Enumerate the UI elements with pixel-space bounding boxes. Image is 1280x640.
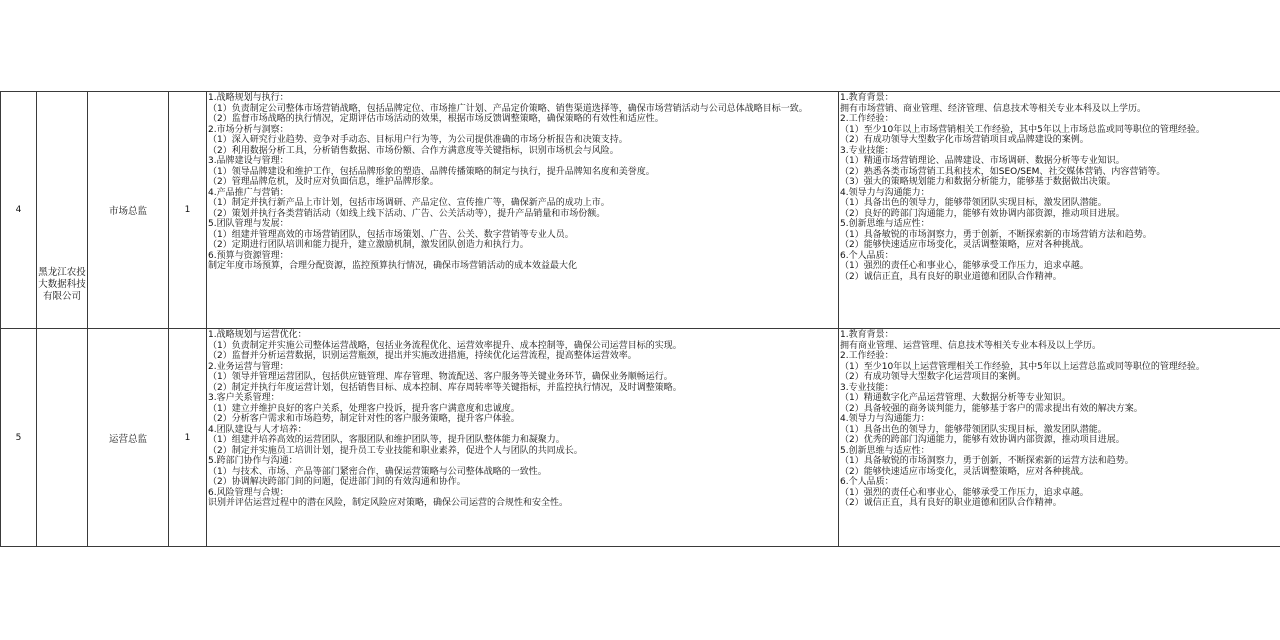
duties-text: 1.战略规划与执行： （1）负责制定公司整体市场营销战略，包括品牌定位、市场推广计划、产品定价策略、销售渠道选择等，确保市场营销活动与公司总体战略目标一致。 （2）监督市场战略的执行情况，定期评估市场活动的效果，根据市场反馈调整策略，确保策略的有效性和适应性。 2.市场分析与洞察： （1）深入研究行业趋势、竞争对手动态、目标用户行为等，为公司提供准确的市场分析报告和决策支持。 （2）利用数据分析工具，分析销售数据、市场份额、合作方满意度等关键指标，识别市场机会与风险。 3.品牌建设与管理： （1）领导品牌建设和维护工作，包括品牌形象的塑造、品牌传播策略的制定与执行，提升品牌知名度和美誉度。 （2）管理品牌危机，及时应对负面信息，维护品牌形象。 4.产品推广与营销： （1）制定并执行新产品上市计划，包括市场调研、产品定位、宣传推广等，确保新产品的成功上市。 （2）策划并执行各类营销活动（如线上线下活动、广告、公关活动等），提升产品销量和市场份额。 5.团队管理与发展： （1）组建并管理高效的市场营销团队，包括市场策划、广告、公关、数字营销等专业人员。 （2）定期进行团队培训和能力提升，建立激励机制，激发团队创造力和执行力。 6.预算与资源管理： 制定年度市场预算，合理分配资源，监控预算执行情况，确保市场营销活动的成本效益最大化 <box>208 93 808 271</box>
headcount-cell: 1 <box>169 92 207 329</box>
requirements-text: 1.教育背景： 拥有商业管理、运营管理、信息技术等相关专业本科及以上学历。 2.工作经验： （1）至少10年以上运营管理相关工作经验，其中5年以上运营总监或同等职位的管理经验。 （2）有成功领导大型数字化运营项目的案例。 3.专业技能： （1）精通数字化产品运营管理、大数据分析等专业知识。 （2）具备较强的商务谈判能力，能够基于客户的需求提出有效的解决方案。 4.领导力与沟通能力： （1）具备出色的领导力，能够带领团队实现目标，激发团队潜能。 （2）优秀的跨部门沟通能力，能够有效协调内部资源，推动项目进展。 5.创新思维与适应性： （1）具备敏锐的市场洞察力，勇于创新，不断探索新的运营方法和趋势。 （2）能够快速适应市场变化，灵活调整策略，应对各种挑战。 6.个人品质： （1）强烈的责任心和事业心，能够承受工作压力，追求卓越。 （2）诚信正直，具有良好的职业道德和团队合作精神。 <box>840 330 1205 508</box>
company-name: 黑龙江农投大数据科技有限公司 <box>38 267 86 302</box>
table-row <box>1 329 1280 547</box>
requirements-text: 1.教育背景： 拥有市场营销、商业管理、经济管理、信息技术等相关专业本科及以上学历。 2.工作经验： （1）至少10年以上市场营销相关工作经验，其中5年以上市场总监或同等职位的管理经验。 （2）有成功领导大型数字化市场营销项目或品牌建设的案例。 3.专业技能： （1）精通市场营销理论、品牌建设、市场调研、数据分析等专业知识。 （2）熟悉各类市场营销工具和技术，如SEO/SEM、社交媒体营销、内容营销等。 （3）强大的策略规划能力和数据分析能力，能够基于数据做出决策。 4.领导力与沟通能力： （1）具备出色的领导力，能够带领团队实现目标，激发团队潜能。 （2）良好的跨部门沟通能力，能够有效协调内部资源，推动项目进展。 5.创新思维与适应性： （1）具备敏锐的市场洞察力，勇于创新，不断探索新的市场营销方法和趋势。 （2）能够快速适应市场变化，灵活调整策略，应对各种挑战。 6.个人品质： （1）强烈的责任心和事业心，能够承受工作压力，追求卓越。 （2）诚信正直，具有良好的职业道德和团队合作精神。 <box>840 93 1205 282</box>
position-cell: 运营总监 <box>88 329 169 547</box>
table-row <box>1 92 1280 329</box>
requirements-cell <box>839 92 1280 329</box>
duties-cell <box>207 329 839 547</box>
job-table <box>0 91 1280 547</box>
requirements-cell <box>839 329 1280 547</box>
company-cell-empty <box>37 329 88 547</box>
headcount-cell: 1 <box>169 329 207 547</box>
row-number: 4 <box>1 92 37 329</box>
company-cell <box>37 92 88 329</box>
row-number: 5 <box>1 329 37 547</box>
duties-cell <box>207 92 839 329</box>
duties-text: 1.战略规划与运营优化： （1）负责制定并实施公司整体运营战略，包括业务流程优化、运营效率提升、成本控制等，确保公司运营目标的实现。 （2）监督并分析运营数据，识别运营瓶颈，提出并实施改进措施，持续优化运营流程，提高整体运营效率。 2.业务运营与管理： （1）领导并管理运营团队，包括供应链管理、库存管理、物流配送、客户服务等关键业务环节，确保业务顺畅运行。 （2）制定并执行年度运营计划，包括销售目标、成本控制、库存周转率等关键指标，并监控执行情况，及时调整策略。 3.客户关系管理： （1）建立并维护良好的客户关系，处理客户投诉，提升客户满意度和忠诚度。 （2）分析客户需求和市场趋势，制定针对性的客户服务策略，提升客户体验。 4.团队建设与人才培养： （1）组建并培养高效的运营团队，客服团队和维护团队等，提升团队整体能力和凝聚力。 （2）制定并实施员工培训计划，提升员工专业技能和职业素养，促进个人与团队的共同成长。 5.跨部门协作与沟通： （1）与技术、市场、产品等部门紧密合作，确保运营策略与公司整体战略的一致性。 （2）协调解决跨部门间的问题，促进部门间的有效沟通和协作。 6.风险管理与合规： 识别并评估运营过程中的潜在风险，制定风险应对策略，确保公司运营的合规性和安全性。 <box>208 330 682 508</box>
position-cell: 市场总监 <box>88 92 169 329</box>
